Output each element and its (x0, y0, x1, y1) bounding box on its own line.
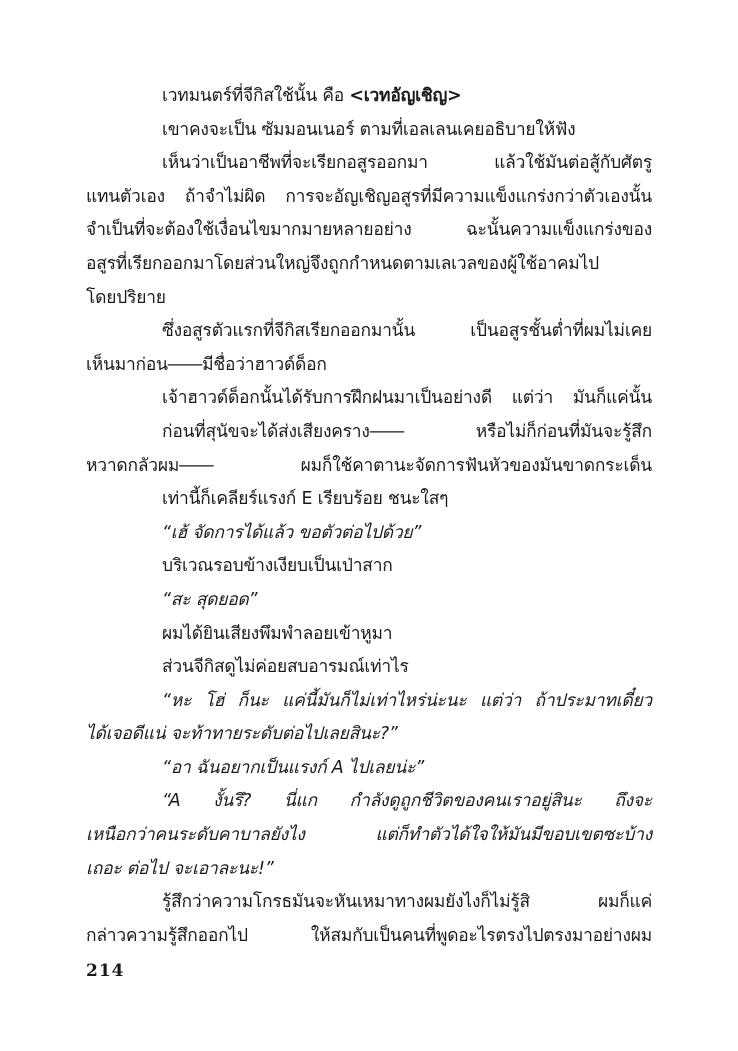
text-line: ส่วนจีกิสดูไม่ค่อยสบอารมณ์เท่าไร (162, 657, 409, 678)
body-text (86, 80, 652, 953)
text-line: กล่าวความรู้สึกออกไป ให้สมกับเป็นคนที่พูดอะไรตรงไปตรงมาอย่างผม (86, 925, 652, 946)
dialogue-line: “สะ สุดยอด” (162, 589, 258, 610)
text-line: แทนตัวเอง ถ้าจำไม่ผิด การจะอัญเชิญอสูรที่มีความแข็งแกร่งกว่าตัวเองนั้น (86, 186, 652, 207)
text-line: โดยปริยาย (86, 287, 166, 308)
dialogue-line: “A งั้นรึ? นี่แก กำลังดูถูกชีวิตของคนเราอยู่สินะ ถึงจะ (162, 791, 652, 812)
text-line: ผมได้ยินเสียงพึมพำลอยเข้าหูมา (162, 623, 393, 644)
text-line: เวทมนตร์ที่จีกิสใช้นั้น คือ <เวทอัญเชิญ> (162, 86, 462, 106)
text-line: จำเป็นที่จะต้องใช้เงื่อนไขมากมายหลายอย่าง ฉะนั้นความแข็งแกร่งของ (86, 220, 652, 241)
text-line: ก่อนที่สุนัขจะได้ส่งเสียงคราง―― หรือไม่ก็ก่อนที่มันจะรู้สึก (162, 421, 652, 442)
spell-name: <เวทอัญเชิญ> (349, 86, 462, 106)
dialogue-line: เหนือกว่าคนระดับคาบาลยังไง แต่ก็ทำตัวได้ใจให้มันมีขอบเขตซะบ้าง (86, 825, 652, 846)
dialogue-line: “อา ฉันอยากเป็นแรงก์ A ไปเลยน่ะ” (162, 757, 425, 778)
dialogue-line: เถอะ ต่อไป จะเอาละนะ!” (86, 858, 274, 879)
text-line: เท่านี้ก็เคลียร์แรงก์ E เรียบร้อย ชนะใสๆ (162, 489, 449, 510)
text-line: เจ้าฮาวด์ด็อกนั้นได้รับการฝึกฝนมาเป็นอย่างดี แต่ว่า มันก็แค่นั้น (162, 388, 652, 409)
text-line: เห็นว่าเป็นอาชีพที่จะเรียกอสูรออกมา แล้วใช้มันต่อสู้กับศัตรู (162, 153, 652, 174)
dialogue-line: ได้เจอดีแน่ จะท้าทายระดับต่อไปเลยสินะ?” (86, 724, 398, 745)
text-line: หวาดกลัวผม―― ผมก็ใช้คาตานะจัดการฟันหัวของมันขาดกระเด็น (86, 455, 652, 476)
text-line: บริเวณรอบข้างเงียบเป็นเป่าสาก (162, 556, 393, 577)
text-line: อสูรที่เรียกออกมาโดยส่วนใหญ่จึงถูกกำหนดตามเลเวลของผู้ใช้อาคมไป (86, 253, 599, 274)
dialogue-line: “หะ โฮ่ ก็นะ แค่นี้มันก็ไม่เท่าไหร่น่ะนะ แต่ว่า ถ้าประมาทเดี๋ยว (162, 690, 652, 711)
text-line: เขาคงจะเป็น ซัมมอนเนอร์ ตามที่เอลเลนเคยอธิบายให้ฟัง (162, 119, 576, 140)
page-number: 214 (86, 961, 125, 981)
text-line: เห็นมาก่อน――มีชื่อว่าฮาวด์ด็อก (86, 354, 327, 375)
dialogue-line: “เฮ้ จัดการได้แล้ว ขอตัวต่อไปด้วย” (162, 522, 422, 543)
text-line: รู้สึกว่าความโกรธมันจะหันเหมาทางผมยังไงก็ไม่รู้สิ ผมก็แค่ (162, 892, 652, 913)
text-line: ซึ่งอสูรตัวแรกที่จีกิสเรียกออกมานั้น เป็นอสูรชั้นต่ำที่ผมไม่เคย (162, 321, 652, 342)
